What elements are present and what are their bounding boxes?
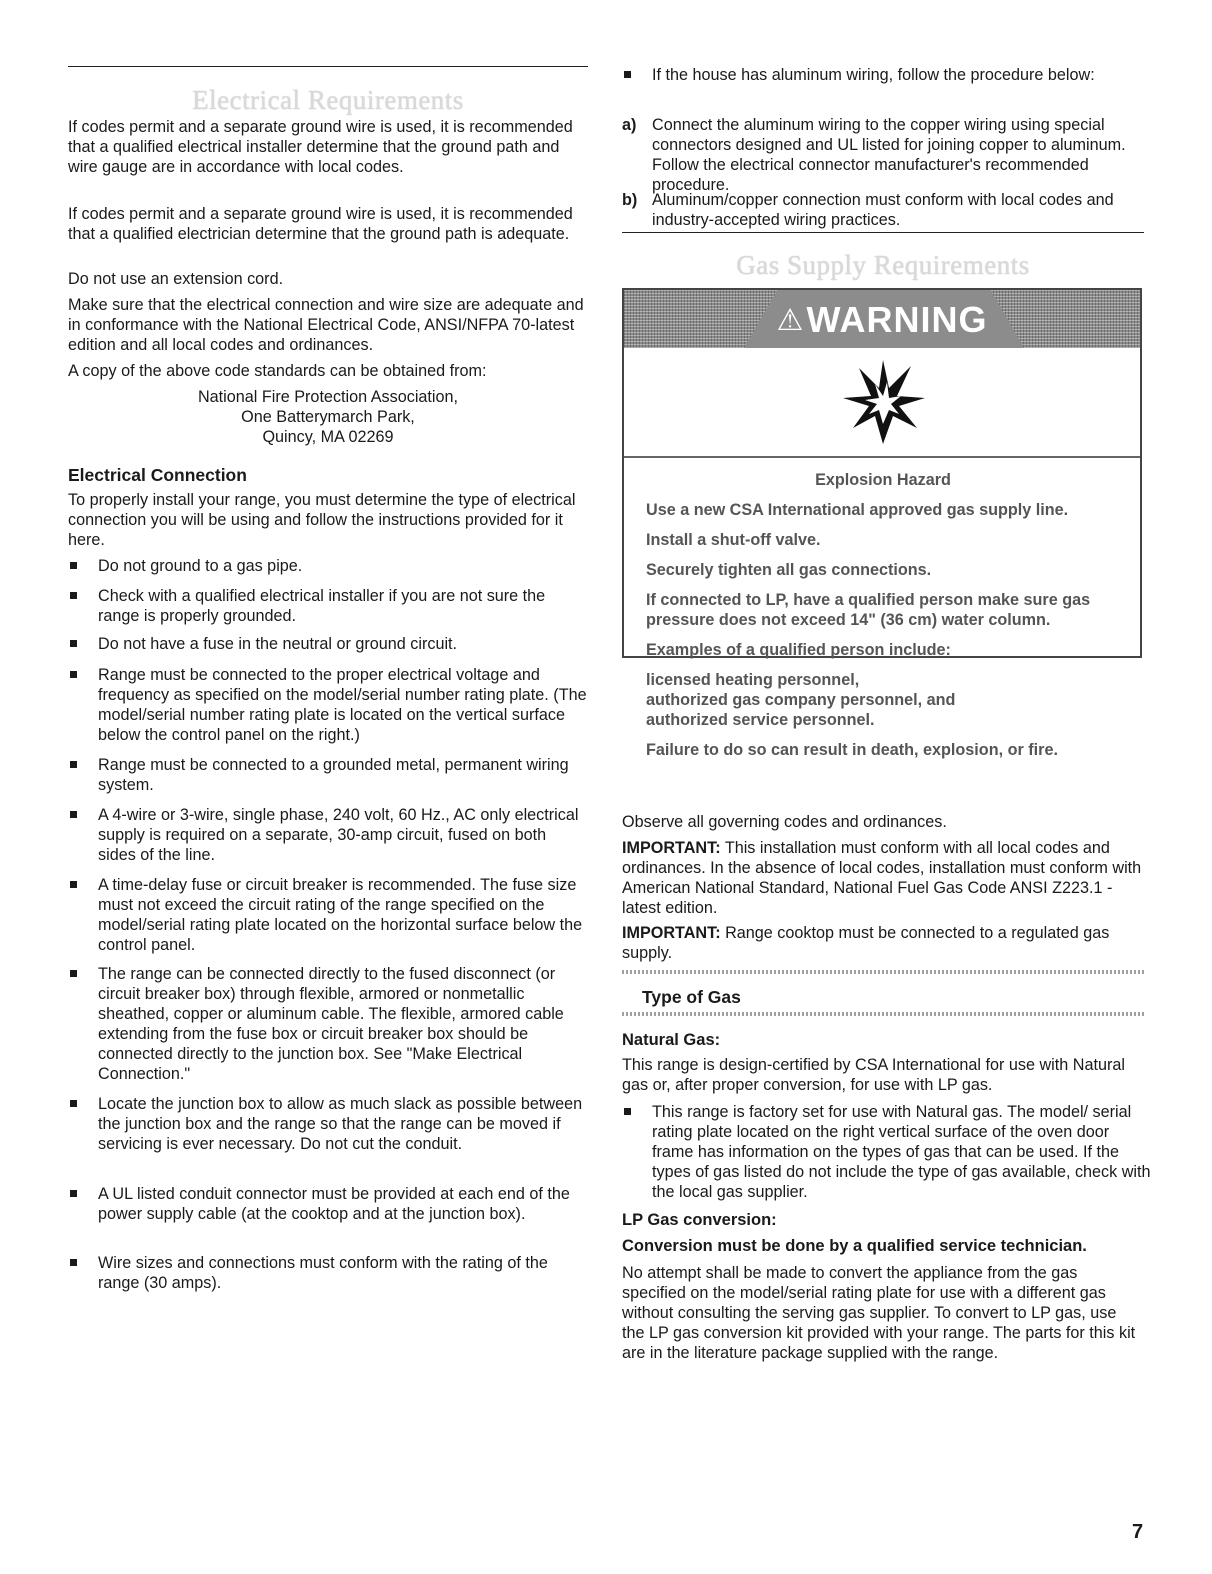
list-item: Locate the junction box to allow as much slack as possible between the junction box and the range so that the range can be moved if servicing is ever necessary. Do not cut the conduit. [68,1094,588,1154]
bullet-icon [70,970,77,977]
natural-gas-text: This range is design-certified by CSA International for use with Natural gas or, after proper conversion, for use with LP gas. [622,1056,1125,1094]
lp-gas-heading: LP Gas conversion: [622,1211,777,1229]
address-block [68,387,588,447]
warning-line: Securely tighten all gas connections. [646,561,932,579]
paragraph: If codes permit and a separate ground wire is used, it is recommended that a qualified electrician determine that the ground path is adequate. [68,205,573,243]
warning-person: licensed heating personnel, [646,671,860,689]
electrical-connection-heading: Electrical Connection [68,465,247,485]
list-item: A time-delay fuse or circuit breaker is recommended. The fuse size must not exceed the circuit rating of the range specified on the model/serial rating plate located on the horizontal surface below the control panel. [68,875,588,955]
warning-line: If connected to LP, have a qualified person make sure gas pressure does not exceed 14" (36 cm) water column. [646,591,1091,629]
dotted-rule [622,970,1144,974]
warning-footer: Failure to do so can result in death, explosion, or fire. [646,741,1058,759]
connection-intro: To properly install your range, you must determine the type of electrical connection you will be using and follow the instructions provided for it here. [68,491,576,549]
bullet-icon [70,761,77,768]
natural-gas-heading: Natural Gas: [622,1031,721,1049]
aluminum-step-a: a) Connect the aluminum wiring to the copper wiring using special connectors designed and UL listed for joining copper to aluminum. Follow the electrical connector manufacturer's recommended procedure. [622,116,1126,194]
list-item: Do not have a fuse in the neutral or ground circuit. [68,634,588,654]
section-title-gas: Gas Supply Requirements [736,250,1030,280]
list-item: A UL listed conduit connector must be provided at each end of the power supply cable (at the cooktop and at the junction box). [68,1184,588,1224]
warning-title: ⚠WARNING [776,299,988,340]
warning-line: Use a new CSA International approved gas supply line. [646,501,1069,519]
bullet-icon [70,881,77,888]
explosion-icon [839,358,929,448]
address-line: Quincy, MA 02269 [262,428,394,446]
lp-gas-subheading: Conversion must be done by a qualified service technician. [622,1237,1087,1255]
bullet-icon [624,1108,631,1115]
list-item: The range can be connected directly to the fused disconnect (or circuit breaker box) through flexible, armored or nonmetallic sheathed, copper or aluminum cable. The flexible, armored cable extending from the fuse box or circuit breaker box should be connected directly to the junction box. See "Make Electrical Connection." [68,964,588,1084]
section-rule [68,66,588,67]
bullet-icon [70,811,77,818]
warning-heading: Explosion Hazard [815,471,951,489]
list-item: A 4-wire or 3-wire, single phase, 240 volt, 60 Hz., AC only electrical supply is required on a separate, 30-amp circuit, fused on both sides of the line. [68,805,588,865]
observe-text: Observe all governing codes and ordinances. [622,813,947,831]
type-of-gas-heading: Type of Gas [642,987,741,1007]
paragraph: Do not use an extension cord. [68,270,284,288]
warning-text [646,470,1120,770]
list-item: This range is factory set for use with Natural gas. The model/ serial rating plate located on the right vertical surface of the oven door frame has information on the types of gas that can be used. If the types of gas listed do not include the type of gas available, check with the local gas supplier. [622,1102,1152,1202]
section-title-electrical: Electrical Requirements [192,85,464,115]
warning-line: Examples of a qualified person include: [646,641,951,659]
address-line: One Batterymarch Park, [241,408,415,426]
bullet-icon [624,71,631,78]
paragraph: Make sure that the electrical connection and wire size are adequate and in conformance with the National Electrical Code, ANSI/NFPA 70-latest edition and all local codes and ordinances. [68,296,584,354]
bullet-icon [70,671,77,678]
aluminum-step-b: b) Aluminum/copper connection must conform with local codes and industry-accepted wiring practices. [622,191,1114,229]
important-note-1: IMPORTANT: This installation must conform with all local codes and ordinances. In the absence of local codes, installation must conform with American National Standard, National Fuel Gas Code ANSI Z223.1 - latest edition. [622,839,1142,917]
bullet-icon [70,1100,77,1107]
warning-box [622,288,1142,759]
warning-person: authorized gas company personnel, and [646,691,956,709]
section-rule [622,232,1144,233]
list-item: Check with a qualified electrical installer if you are not sure the range is properly grounded. [68,586,588,626]
important-note-2: IMPORTANT: Range cooktop must be connected to a regulated gas supply. [622,924,1110,962]
dotted-rule [622,1012,1144,1016]
warning-triangle-icon: ⚠ [776,304,805,337]
warning-person: authorized service personnel. [646,711,875,729]
bullet-icon [70,592,77,599]
bullet-icon [70,1190,77,1197]
list-item: Range must be connected to the proper electrical voltage and frequency as specified on the model/serial number rating plate. (The model/serial number rating plate is located on the vertical surface below the control panel on the right.) [68,665,588,745]
warning-line: Install a shut-off valve. [646,531,821,549]
list-item: If the house has aluminum wiring, follow the procedure below: [622,65,1152,85]
list-item: Wire sizes and connections must conform with the rating of the range (30 amps). [68,1253,588,1293]
bullet-icon [70,1259,77,1266]
bullet-icon [70,640,77,647]
bullet-icon [70,562,77,569]
paragraph: A copy of the above code standards can be obtained from: [68,362,487,380]
lp-gas-text: No attempt shall be made to convert the appliance from the gas specified on the model/serial rating plate for use with a different gas without consulting the serving gas supplier. To convert to LP gas, use the LP gas conversion kit provided with your range. The parts for this kit are in the literature package supplied with the range. [622,1264,1136,1362]
list-item: Do not ground to a gas pipe. [68,556,588,576]
page-number: 7 [1132,1521,1144,1543]
warning-icon-area [624,348,1140,458]
address-line: National Fire Protection Association, [197,388,459,406]
paragraph: If codes permit and a separate ground wire is used, it is recommended that a qualified electrical installer determine that the ground path and wire gauge are in accordance with local codes. [68,118,573,176]
list-item: Range must be connected to a grounded metal, permanent wiring system. [68,755,588,795]
